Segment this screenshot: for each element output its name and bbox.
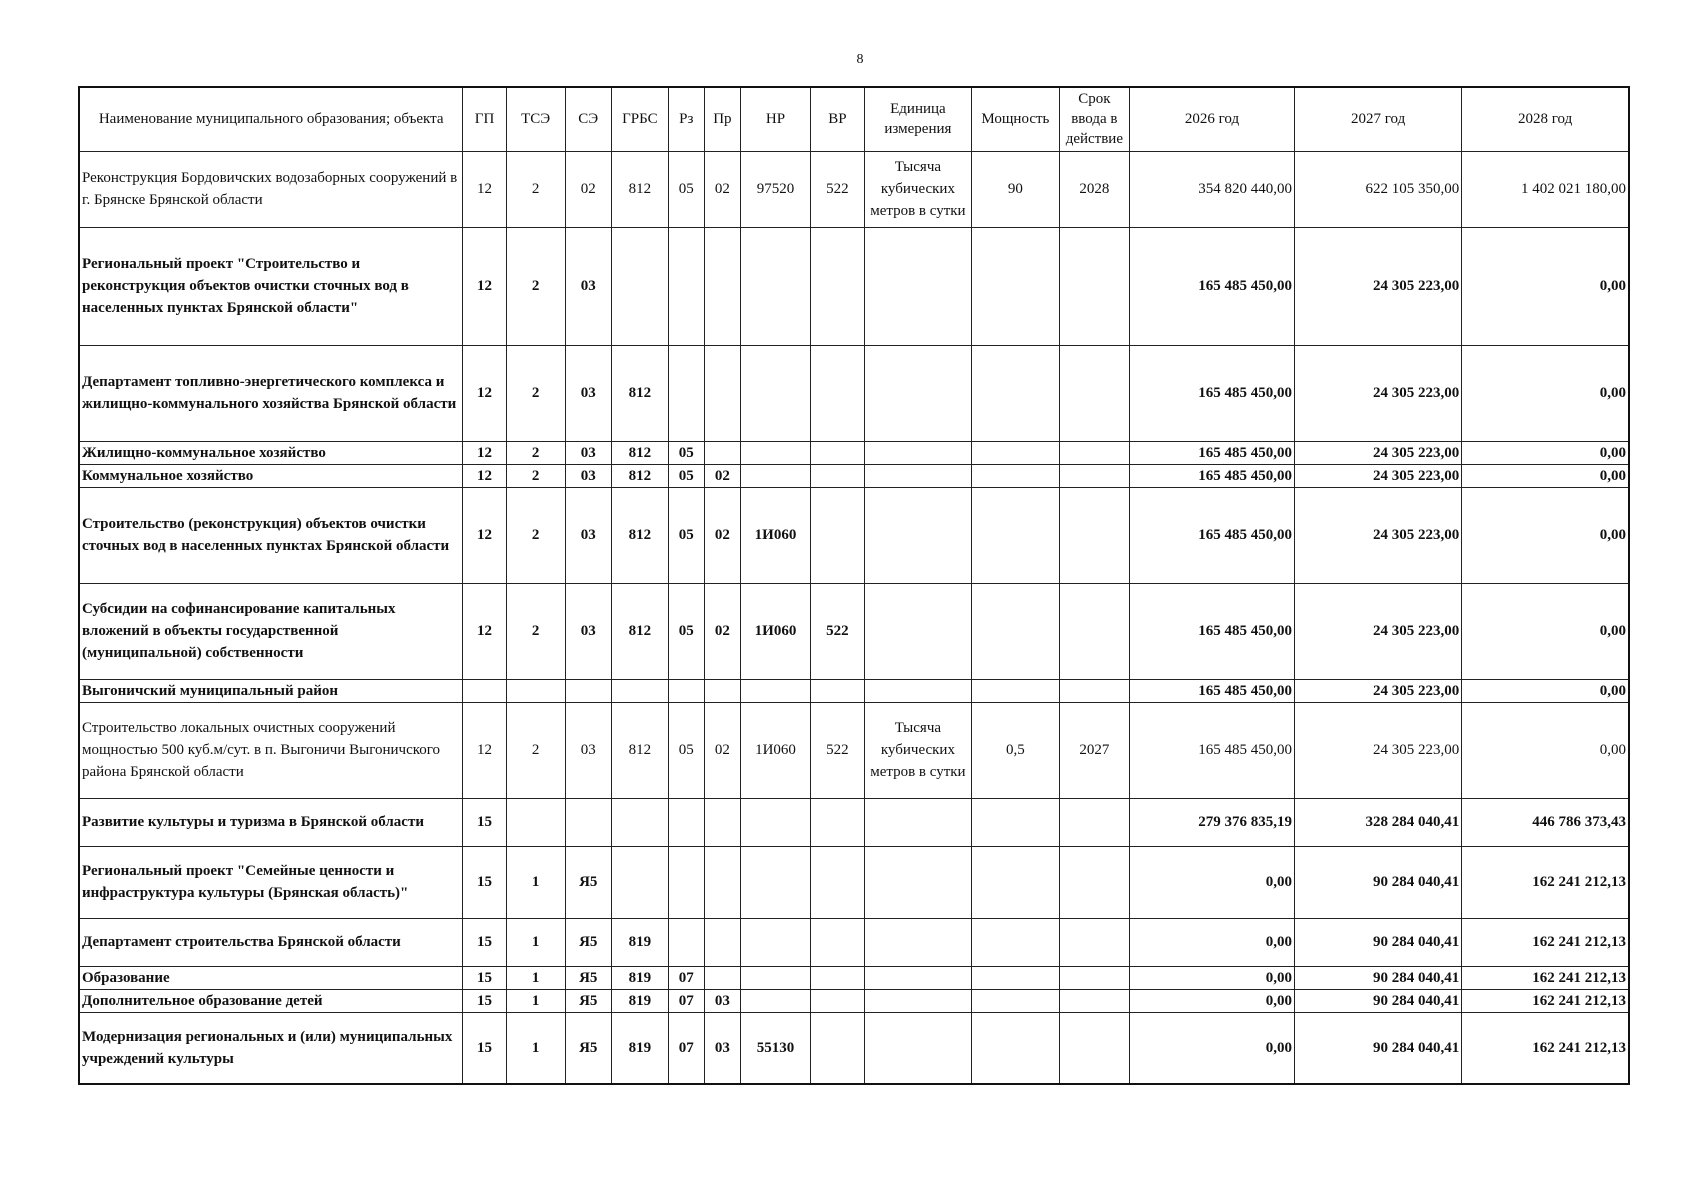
row-nr xyxy=(740,345,810,441)
header-name: Наименование муниципального образования; объекта xyxy=(79,87,463,151)
row-tse: 1 xyxy=(506,1012,565,1084)
row-name: Жилищно-коммунальное хозяйство xyxy=(79,441,463,464)
row-vr: 522 xyxy=(811,702,865,798)
row-grbs: 819 xyxy=(611,1012,668,1084)
row-vr xyxy=(811,679,865,702)
row-amount-2028: 0,00 xyxy=(1462,345,1629,441)
row-power xyxy=(972,989,1060,1012)
row-grbs: 812 xyxy=(611,441,668,464)
row-power xyxy=(972,966,1060,989)
row-term xyxy=(1059,798,1129,846)
row-term xyxy=(1059,1012,1129,1084)
row-nr xyxy=(740,846,810,918)
row-pr xyxy=(704,846,740,918)
row-amount-2026: 165 485 450,00 xyxy=(1129,702,1294,798)
table-body xyxy=(79,151,1629,1084)
header-nr: НР xyxy=(740,87,810,151)
row-pr xyxy=(704,798,740,846)
row-nr xyxy=(740,798,810,846)
row-rz: 07 xyxy=(668,1012,704,1084)
row-rz: 05 xyxy=(668,151,704,227)
row-tse: 1 xyxy=(506,966,565,989)
row-unit xyxy=(864,798,971,846)
row-unit xyxy=(864,345,971,441)
row-amount-2028: 0,00 xyxy=(1462,227,1629,345)
row-grbs: 812 xyxy=(611,487,668,583)
row-name: Коммунальное хозяйство xyxy=(79,464,463,487)
table-row xyxy=(79,345,1629,441)
row-name: Департамент топливно-энергетического комплекса и жилищно-коммунального хозяйства Брянской области xyxy=(79,345,463,441)
row-amount-2028: 446 786 373,43 xyxy=(1462,798,1629,846)
row-vr xyxy=(811,487,865,583)
row-power xyxy=(972,441,1060,464)
row-se: 02 xyxy=(565,151,611,227)
row-se: 03 xyxy=(565,583,611,679)
row-se: Я5 xyxy=(565,1012,611,1084)
row-amount-2028: 0,00 xyxy=(1462,487,1629,583)
row-se: 03 xyxy=(565,227,611,345)
row-pr: 03 xyxy=(704,989,740,1012)
header-power: Мощность xyxy=(972,87,1060,151)
row-vr xyxy=(811,846,865,918)
row-tse: 2 xyxy=(506,702,565,798)
row-gp: 15 xyxy=(463,918,506,966)
row-tse: 2 xyxy=(506,345,565,441)
table-row xyxy=(79,227,1629,345)
row-power xyxy=(972,583,1060,679)
row-se xyxy=(565,798,611,846)
row-pr xyxy=(704,966,740,989)
row-se: 03 xyxy=(565,702,611,798)
row-term xyxy=(1059,846,1129,918)
row-rz xyxy=(668,227,704,345)
row-term xyxy=(1059,679,1129,702)
row-pr xyxy=(704,345,740,441)
row-rz xyxy=(668,798,704,846)
row-rz: 05 xyxy=(668,441,704,464)
row-rz: 05 xyxy=(668,464,704,487)
row-se: Я5 xyxy=(565,966,611,989)
row-pr: 02 xyxy=(704,487,740,583)
row-power: 0,5 xyxy=(972,702,1060,798)
row-term xyxy=(1059,345,1129,441)
row-tse xyxy=(506,679,565,702)
row-amount-2026: 354 820 440,00 xyxy=(1129,151,1294,227)
row-name: Дополнительное образование детей xyxy=(79,989,463,1012)
row-power xyxy=(972,846,1060,918)
row-amount-2028: 0,00 xyxy=(1462,441,1629,464)
row-gp: 15 xyxy=(463,966,506,989)
row-nr xyxy=(740,464,810,487)
row-vr xyxy=(811,441,865,464)
table-row xyxy=(79,464,1629,487)
row-rz: 05 xyxy=(668,583,704,679)
row-rz xyxy=(668,846,704,918)
row-vr: 522 xyxy=(811,151,865,227)
row-vr xyxy=(811,227,865,345)
row-pr: 02 xyxy=(704,151,740,227)
row-gp: 12 xyxy=(463,441,506,464)
row-amount-2026: 165 485 450,00 xyxy=(1129,345,1294,441)
row-amount-2026: 165 485 450,00 xyxy=(1129,679,1294,702)
row-vr xyxy=(811,966,865,989)
row-amount-2028: 1 402 021 180,00 xyxy=(1462,151,1629,227)
row-nr: 1И060 xyxy=(740,702,810,798)
row-term xyxy=(1059,464,1129,487)
row-name: Субсидии на софинансирование капитальных вложений в объекты государственной (муниципальной) собственности xyxy=(79,583,463,679)
row-rz xyxy=(668,918,704,966)
row-amount-2027: 24 305 223,00 xyxy=(1295,464,1462,487)
row-unit xyxy=(864,1012,971,1084)
header-2026: 2026 год xyxy=(1129,87,1294,151)
row-name: Региональный проект "Семейные ценности и инфраструктура культуры (Брянская область)" xyxy=(79,846,463,918)
row-unit xyxy=(864,918,971,966)
row-amount-2027: 24 305 223,00 xyxy=(1295,441,1462,464)
row-tse: 1 xyxy=(506,918,565,966)
row-term: 2027 xyxy=(1059,702,1129,798)
row-tse: 2 xyxy=(506,151,565,227)
row-vr: 522 xyxy=(811,583,865,679)
row-amount-2028: 162 241 212,13 xyxy=(1462,966,1629,989)
row-tse: 1 xyxy=(506,846,565,918)
row-nr: 1И060 xyxy=(740,487,810,583)
row-unit xyxy=(864,989,971,1012)
row-unit xyxy=(864,487,971,583)
row-amount-2028: 162 241 212,13 xyxy=(1462,1012,1629,1084)
row-name: Развитие культуры и туризма в Брянской области xyxy=(79,798,463,846)
row-name: Строительство (реконструкция) объектов очистки сточных вод в населенных пунктах Брянской области xyxy=(79,487,463,583)
row-pr xyxy=(704,441,740,464)
row-se: Я5 xyxy=(565,918,611,966)
row-unit xyxy=(864,441,971,464)
row-tse: 2 xyxy=(506,583,565,679)
row-amount-2027: 90 284 040,41 xyxy=(1295,1012,1462,1084)
row-amount-2026: 0,00 xyxy=(1129,966,1294,989)
header-gp: ГП xyxy=(463,87,506,151)
row-amount-2027: 90 284 040,41 xyxy=(1295,918,1462,966)
table-row xyxy=(79,702,1629,798)
row-name: Модернизация региональных и (или) муниципальных учреждений культуры xyxy=(79,1012,463,1084)
budget-table xyxy=(78,86,1630,1085)
row-amount-2026: 0,00 xyxy=(1129,846,1294,918)
row-unit: Тысяча кубических метров в сутки xyxy=(864,702,971,798)
row-grbs xyxy=(611,227,668,345)
row-se: 03 xyxy=(565,464,611,487)
row-nr xyxy=(740,441,810,464)
row-term xyxy=(1059,441,1129,464)
row-power xyxy=(972,345,1060,441)
row-amount-2026: 279 376 835,19 xyxy=(1129,798,1294,846)
row-unit xyxy=(864,227,971,345)
row-amount-2027: 90 284 040,41 xyxy=(1295,966,1462,989)
table-row xyxy=(79,966,1629,989)
row-vr xyxy=(811,918,865,966)
row-vr xyxy=(811,989,865,1012)
row-amount-2028: 162 241 212,13 xyxy=(1462,846,1629,918)
row-pr: 02 xyxy=(704,583,740,679)
row-se: 03 xyxy=(565,441,611,464)
row-gp: 12 xyxy=(463,464,506,487)
table-row xyxy=(79,846,1629,918)
row-amount-2027: 24 305 223,00 xyxy=(1295,227,1462,345)
table-row xyxy=(79,487,1629,583)
row-gp: 12 xyxy=(463,227,506,345)
row-gp: 15 xyxy=(463,846,506,918)
row-term xyxy=(1059,227,1129,345)
row-term xyxy=(1059,966,1129,989)
header-unit: Единица измерения xyxy=(864,87,971,151)
row-gp: 15 xyxy=(463,989,506,1012)
row-nr: 97520 xyxy=(740,151,810,227)
row-amount-2026: 165 485 450,00 xyxy=(1129,441,1294,464)
row-tse: 2 xyxy=(506,487,565,583)
row-se: Я5 xyxy=(565,846,611,918)
row-amount-2026: 165 485 450,00 xyxy=(1129,464,1294,487)
row-amount-2026: 165 485 450,00 xyxy=(1129,227,1294,345)
table-row xyxy=(79,583,1629,679)
row-pr: 02 xyxy=(704,464,740,487)
row-rz: 07 xyxy=(668,989,704,1012)
row-amount-2026: 165 485 450,00 xyxy=(1129,487,1294,583)
row-term xyxy=(1059,989,1129,1012)
row-unit: Тысяча кубических метров в сутки xyxy=(864,151,971,227)
row-amount-2026: 0,00 xyxy=(1129,918,1294,966)
row-tse: 2 xyxy=(506,441,565,464)
header-vr: ВР xyxy=(811,87,865,151)
row-name: Департамент строительства Брянской области xyxy=(79,918,463,966)
row-gp: 15 xyxy=(463,1012,506,1084)
header-2027: 2027 год xyxy=(1295,87,1462,151)
row-amount-2027: 24 305 223,00 xyxy=(1295,345,1462,441)
row-grbs xyxy=(611,679,668,702)
row-unit xyxy=(864,583,971,679)
row-nr xyxy=(740,918,810,966)
row-name: Выгоничский муниципальный район xyxy=(79,679,463,702)
row-amount-2028: 0,00 xyxy=(1462,702,1629,798)
row-amount-2027: 622 105 350,00 xyxy=(1295,151,1462,227)
header-pr: Пр xyxy=(704,87,740,151)
row-tse: 1 xyxy=(506,989,565,1012)
row-gp: 12 xyxy=(463,151,506,227)
row-amount-2027: 24 305 223,00 xyxy=(1295,487,1462,583)
row-name: Реконструкция Бордовичских водозаборных сооружений в г. Брянске Брянской области xyxy=(79,151,463,227)
table-row xyxy=(79,989,1629,1012)
row-amount-2028: 0,00 xyxy=(1462,679,1629,702)
row-grbs: 812 xyxy=(611,151,668,227)
header-2028: 2028 год xyxy=(1462,87,1629,151)
row-gp xyxy=(463,679,506,702)
page-number: 8 xyxy=(856,52,864,67)
row-vr xyxy=(811,1012,865,1084)
row-rz: 05 xyxy=(668,487,704,583)
row-pr: 03 xyxy=(704,1012,740,1084)
row-pr xyxy=(704,679,740,702)
row-power xyxy=(972,679,1060,702)
row-power: 90 xyxy=(972,151,1060,227)
row-amount-2027: 24 305 223,00 xyxy=(1295,679,1462,702)
row-tse xyxy=(506,798,565,846)
table-row xyxy=(79,679,1629,702)
header-tse: ТСЭ xyxy=(506,87,565,151)
row-tse: 2 xyxy=(506,227,565,345)
row-amount-2026: 0,00 xyxy=(1129,989,1294,1012)
row-gp: 12 xyxy=(463,345,506,441)
row-name: Региональный проект "Строительство и реконструкция объектов очистки сточных вод в населенных пунктах Брянской области" xyxy=(79,227,463,345)
header-term: Срок ввода в действие xyxy=(1059,87,1129,151)
row-gp: 12 xyxy=(463,487,506,583)
table-row xyxy=(79,798,1629,846)
header-se: СЭ xyxy=(565,87,611,151)
row-gp: 15 xyxy=(463,798,506,846)
row-rz xyxy=(668,345,704,441)
row-nr xyxy=(740,679,810,702)
row-rz: 07 xyxy=(668,966,704,989)
row-amount-2026: 165 485 450,00 xyxy=(1129,583,1294,679)
row-se: 03 xyxy=(565,487,611,583)
row-nr: 55130 xyxy=(740,1012,810,1084)
row-amount-2026: 0,00 xyxy=(1129,1012,1294,1084)
row-term xyxy=(1059,918,1129,966)
row-term: 2028 xyxy=(1059,151,1129,227)
row-amount-2027: 328 284 040,41 xyxy=(1295,798,1462,846)
row-power xyxy=(972,227,1060,345)
row-unit xyxy=(864,846,971,918)
row-grbs: 819 xyxy=(611,966,668,989)
row-grbs: 819 xyxy=(611,918,668,966)
row-rz: 05 xyxy=(668,702,704,798)
row-pr xyxy=(704,918,740,966)
row-grbs: 819 xyxy=(611,989,668,1012)
row-grbs: 812 xyxy=(611,583,668,679)
row-gp: 12 xyxy=(463,583,506,679)
header-grbs: ГРБС xyxy=(611,87,668,151)
row-grbs xyxy=(611,798,668,846)
row-vr xyxy=(811,345,865,441)
row-se: 03 xyxy=(565,345,611,441)
row-power xyxy=(972,487,1060,583)
header-row xyxy=(79,87,1629,151)
row-nr: 1И060 xyxy=(740,583,810,679)
row-unit xyxy=(864,679,971,702)
row-nr xyxy=(740,227,810,345)
row-power xyxy=(972,918,1060,966)
row-amount-2028: 0,00 xyxy=(1462,583,1629,679)
row-se: Я5 xyxy=(565,989,611,1012)
row-rz xyxy=(668,679,704,702)
row-amount-2028: 162 241 212,13 xyxy=(1462,989,1629,1012)
row-nr xyxy=(740,989,810,1012)
row-vr xyxy=(811,464,865,487)
row-power xyxy=(972,1012,1060,1084)
row-amount-2028: 162 241 212,13 xyxy=(1462,918,1629,966)
table-row xyxy=(79,441,1629,464)
row-term xyxy=(1059,583,1129,679)
row-grbs: 812 xyxy=(611,464,668,487)
row-power xyxy=(972,464,1060,487)
row-grbs: 812 xyxy=(611,702,668,798)
row-pr xyxy=(704,227,740,345)
row-grbs xyxy=(611,846,668,918)
row-tse: 2 xyxy=(506,464,565,487)
row-term xyxy=(1059,487,1129,583)
row-name: Образование xyxy=(79,966,463,989)
row-power xyxy=(972,798,1060,846)
header-rz: Рз xyxy=(668,87,704,151)
row-se xyxy=(565,679,611,702)
table-row xyxy=(79,1012,1629,1084)
row-amount-2027: 24 305 223,00 xyxy=(1295,702,1462,798)
row-pr: 02 xyxy=(704,702,740,798)
row-amount-2027: 90 284 040,41 xyxy=(1295,989,1462,1012)
table-row xyxy=(79,151,1629,227)
row-grbs: 812 xyxy=(611,345,668,441)
row-nr xyxy=(740,966,810,989)
row-unit xyxy=(864,464,971,487)
row-unit xyxy=(864,966,971,989)
row-amount-2027: 90 284 040,41 xyxy=(1295,846,1462,918)
row-amount-2028: 0,00 xyxy=(1462,464,1629,487)
row-gp: 12 xyxy=(463,702,506,798)
row-name: Строительство локальных очистных сооружений мощностью 500 куб.м/сут. в п. Выгоничи Выгоничского района Брянской области xyxy=(79,702,463,798)
row-amount-2027: 24 305 223,00 xyxy=(1295,583,1462,679)
row-vr xyxy=(811,798,865,846)
table-row xyxy=(79,918,1629,966)
